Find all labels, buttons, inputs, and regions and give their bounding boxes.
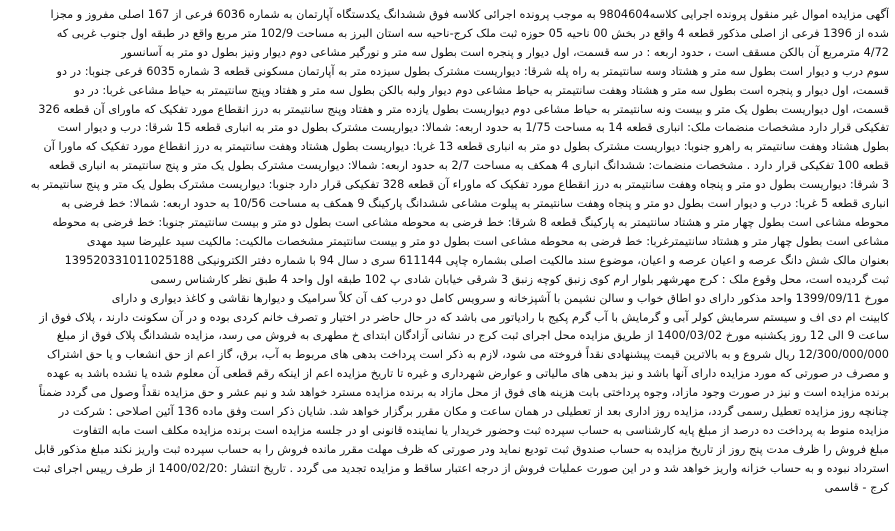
notice-line: مزایده منوط به پرداخت ده درصد از مبلغ پایه کارشناسی به حساب سپرده ثبت وحضور خریدار یا نماینده قانونی او در جلسه مزایده است برنده مزایده مکلف است مابه التفاوت <box>72 423 889 437</box>
notice-line: محوطه مشاعی است بطول چهار متر و هشتاد سانتیمتر به پارکینگ قطعه 8 شرقا: خط فرضی به محوطه مشاعی است بطول دو متر و بیست سانتیمتر جنوبا: خط فرضی به محوطه <box>52 215 889 229</box>
notice-line: چنانچه روز مزایده تعطیل رسمی گردد، مزایده روز اداری بعد از تعطیلی در همان ساعت و مکان مقرر برگزار خواهد شد. شایان ذکر است وفق ماده 136 آئین اصلاحی : شرکت در <box>58 405 889 419</box>
notice-line: استرداد نبوده و به حساب خزانه واریز خواهد شد و در این صورت عملیات فروش از درجه اعتبار ساقط و مزایده تجدید می گردد . تاریخ انتشار :1400/02/20 از طرف رییس اجرای ثبت <box>32 461 889 475</box>
notice-line: بعنوان مالک شش دانگ عرصه و اعیان عرصه و اعیان، موضوع سند مالکیت اصلی بشماره چاپی 611144 سری د سال 94 با شماره دفتر الکترونیکی 139520331011025188 <box>64 253 889 267</box>
notice-line: قسمت، اول دیواریست بطول یک متر و بیست ونه سانتیمتر به حیاط مشاعی دوم دیواریست بطول یازده متر و هفتاد وپنج سانتیمتر به درز انقطاع مورد تفکیک که ماورای آن قطعه 326 <box>38 102 889 116</box>
notice-line: 4/72 مترمربع آن بالکن مسقف است ، حدود اربعه : در سه قسمت، اول دیوار و پنجره است بطول سه متر و نورگیر مشاعی دوم دیوار ونیز بطول دو متر به آسانسور <box>121 45 889 59</box>
notice-line: مورخ 1399/09/11 واحد مذکور دارای دو اطاق خواب و سالن نشیمن با آشپزخانه و سرویس کامل دو درب کف آن کلاً سرامیک و دیوارها نقاشی و کاغذ دیواری و دارای <box>111 291 889 305</box>
notice-line: قسمت، اول دیوار و پنجره است بطول سه متر و هشتاد وهفت سانتیمتر به حیاط مشاعی دوم دیوار ولبه بالکن بطول سه متر و هفتاد وپنج سانتیمتر به حیاط مشاعی غربا: در دو <box>74 83 889 97</box>
notice-line: 3 شرقا: دیواریست بطول دو متر و پنجاه وهفت سانتیمتر به درز انقطاع مورد تفکیک که ماوراء آن قطعه 328 تفکیکی قرار دارد جنوبا: دیواریست مشترک بطول یک متر و پنج سانتیمتر به <box>30 178 889 192</box>
notice-line: مشاعی است بطول چهار متر و هشتاد سانتیمترغربا: خط فرضی به محوطه مشاعی است بطول دو متر و بیست سانتیمتر مشخصات مالکیت: مالکیت سید علیرضا سید مهدی <box>86 234 889 248</box>
notice-line: ساعت 9 الی 12 روز یکشنبه مورخ 1400/03/02 از طریق مزایده محل اجرای ثبت کرج در نشانی آزادگان ابتدای خ مطهری به فروش می رسد، مزایده ششدانگ پلاک فوق از مبلغ <box>56 329 889 343</box>
notice-line: مبلغ فروش را ظرف مدت پنج روز از تاریخ مزایده به حساب صندوق ثبت تودیع نماید ودر صورتی که ظرف مهلت مقرر مانده فروش را به حساب سپرده ثبت واریز نکند مبلغ مذکور قابل <box>34 442 889 456</box>
notice-line: تفکیکی قرار دارد مشخصات منضمات ملک: انباری قطعه 14 به مساحت 1/75 به حدود اربعه: شمالا: دیواریست مشترک بطول دو متر به انباری قطعه 15 شرقا: درب و دیوار است <box>57 121 889 135</box>
notice-line: بطول هشتاد وهفت سانتیمتر به راهرو جنوبا: دیواریست مشترک بطول دو متر به انباری قطعه 13 غربا: دیواریست بطول هشتاد وهفت سانتیمتر به درز انقطاع مورد تفکیک که ماورا آن <box>43 140 889 154</box>
notice-line: آگهی مزایده اموال غیر منقول پرونده اجرایی کلاسه9804604 به موجب پرونده اجرائی کلاسه فوق ششدانگ یکدستگاه آپارتمان به شماره 6036 فرعی از 167 اصلی مفروز و مجزا <box>50 8 889 21</box>
notice-line: سوم درب و دیوار است بطول سه متر و هشتاد وسه سانتیمتر به راه پله شرقا: دیواریست مشترک بطول سیزده متر به آپارتمان مسکونی قطعه 3 شماره 6035 فرعی جنوبا: در دو <box>56 64 889 78</box>
notice-line: قطعه 100 تفکیکی قرار دارد . مشخصات منضمات: ششدانگ انباری 4 همکف به مساحت 2/7 به حدود اربعه: شمالا: دیواریست مشترک بطول یک متر و پنج سانتیمتر به انباری قطعه <box>48 159 889 173</box>
notice-line: انباری قطعه 5 غربا: درب و دیوار است بطول دو متر و پنجاه وهفت سانتیمتر به پیلوت مشاعی ششدانگ پارکینگ 9 همکف به مساحت 10/56 به حدود اربعه: شمالا: خط فرضی به <box>61 197 889 211</box>
notice-line: ثبت گردیده است، محل وقوع ملک : کرج مهرشهر بلوار ارم کوی زنبق کوچه زنبق 3 شرقی خیابان شادی پ 102 طبقه اول واحد 4 طبق نظر کارشناس رسمی <box>150 272 889 286</box>
notice-line: کابینت ام دی اف و سیستم سرمایش کولر آبی و گرمایش با آب گرم پکیج با رادیاتور می باشد که در حال حاضر در اختیار و تصرف خانم کردی بوده و در آن سکونت دارند ، پلاک فوق از <box>39 310 889 324</box>
notice-line: برنده مزایده است و نیز در صورت وجود مازاد، وجوه پرداختی بابت هزینه های فوق از محل مازاد به برنده مزایده مسترد خواهد شد و نیم عشر و حق مزایده نقداً وصول می گردد ضمناً <box>39 386 889 400</box>
notice-line: شده از 1396 فرعی از اصلی مذکور قطعه 4 واقع در بخش 00 ناحیه 05 حوزه ثبت ملک کرج-ناحیه سه استان البرز به مساحت 102/9 متر مربع واقع در طبقه اول جنوب غربی که <box>56 26 889 40</box>
notice-line: 12/300/000/000 ریال شروع و به بالاترین قیمت پیشنهادی نقداً فروخته می شود، لازم به ذکر است پرداخت بدهی های مربوط به آب، برق، گاز اعم از حق انشعاب و یا حق اشتراک <box>46 348 889 362</box>
notice-line: و مصرف در صورتی که مورد مزایده دارای آنها باشد و نیز بدهی های مالیاتی و عوارض شهرداری و غیره تا تاریخ مزایده اعم از اینکه رقم قطعی آن معلوم شده یا نشده باشد به عهده <box>46 367 889 381</box>
notice-line: کرج - قاسمی <box>824 480 889 494</box>
